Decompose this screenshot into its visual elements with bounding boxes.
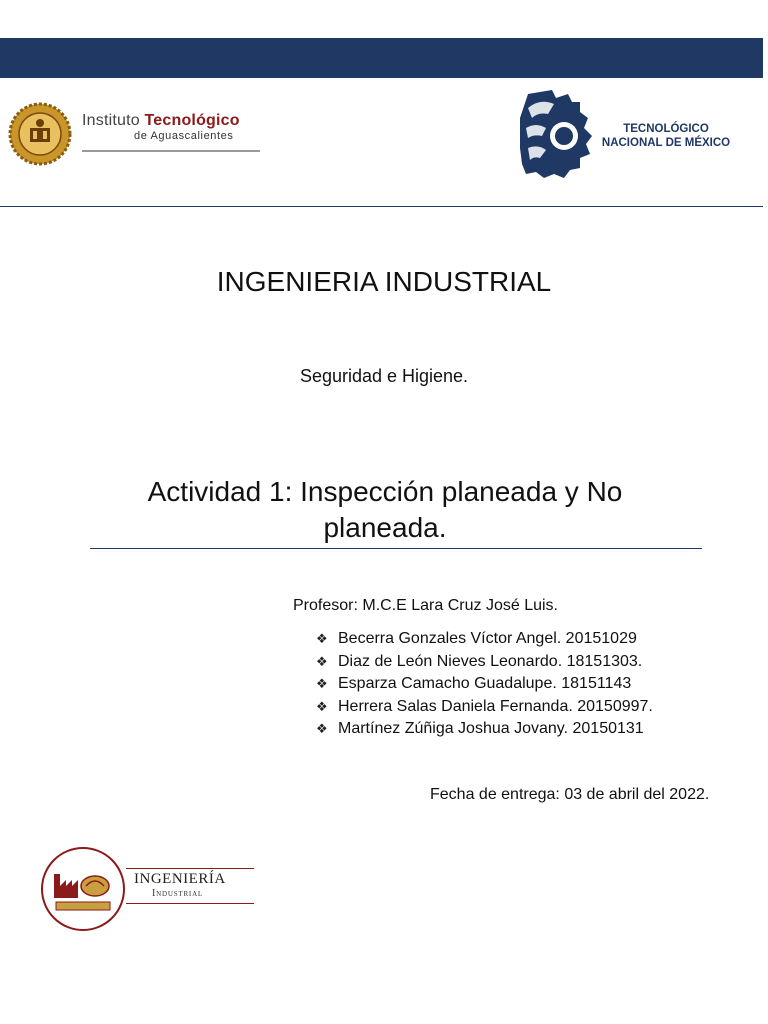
header-bar — [0, 38, 763, 78]
ingenieria-title: INGENIERÍA — [134, 871, 226, 887]
ita-seal-icon — [8, 102, 72, 166]
student-name: Martínez Zúñiga Joshua Jovany. 20150131 — [338, 720, 644, 737]
student-item — [316, 673, 653, 696]
diamond-bullet-icon: ❖ — [316, 653, 328, 669]
activity-line1: Actividad 1: Inspección planeada y No — [147, 476, 623, 507]
student-list — [316, 628, 653, 741]
tecnm-logo — [518, 88, 738, 182]
student-name: Diaz de León Nieves Leonardo. 18151303. — [338, 652, 643, 670]
factory-emblem-icon — [40, 846, 126, 932]
activity-title — [110, 474, 660, 546]
diamond-bullet-icon: ❖ — [316, 631, 328, 646]
subject-title: Seguridad e Higiene. — [299, 366, 469, 386]
student-name: Becerra Gonzales Víctor Angel. 20151029 — [338, 630, 637, 647]
ita-line1 — [82, 112, 262, 130]
diamond-bullet-icon: ❖ — [316, 721, 328, 736]
ita-underline — [82, 150, 260, 152]
ingenieria-subtitle: Industrial — [152, 888, 203, 899]
tecnm-line1: TECNOLÓGICO — [623, 123, 709, 135]
tecnm-wordmark — [598, 122, 734, 150]
header-divider — [0, 206, 763, 207]
delivery-date: Fecha de entrega: 03 de abril del 2022. — [430, 786, 710, 803]
student-item — [316, 696, 653, 719]
ita-wordmark — [82, 112, 262, 142]
activity-line2: planeada. — [323, 512, 447, 543]
student-item — [316, 628, 653, 651]
student-item — [316, 718, 653, 741]
diamond-bullet-icon: ❖ — [316, 698, 328, 714]
ingenieria-banner — [126, 868, 254, 904]
activity-divider — [90, 548, 702, 549]
student-name: Herrera Salas Daniela Fernanda. 20150997. — [338, 697, 653, 715]
diamond-bullet-icon: ❖ — [316, 676, 328, 691]
ita-line2: de Aguascalientes — [134, 130, 234, 142]
ita-accent: Tecnológico — [144, 112, 240, 129]
student-name: Esparza Camacho Guadalupe. 18151143 — [338, 675, 632, 692]
career-title: INGENIERIA INDUSTRIAL — [216, 266, 552, 297]
ita-logo — [8, 102, 260, 168]
tecnm-line2: NACIONAL DE MÉXICO — [601, 137, 731, 149]
student-item — [316, 651, 653, 674]
ita-prefix: Instituto — [82, 112, 140, 129]
ingenieria-industrial-logo — [40, 846, 260, 934]
tecnm-gear-icon — [518, 88, 594, 180]
professor-line: Profesor: M.C.E Lara Cruz José Luis. — [293, 597, 558, 614]
